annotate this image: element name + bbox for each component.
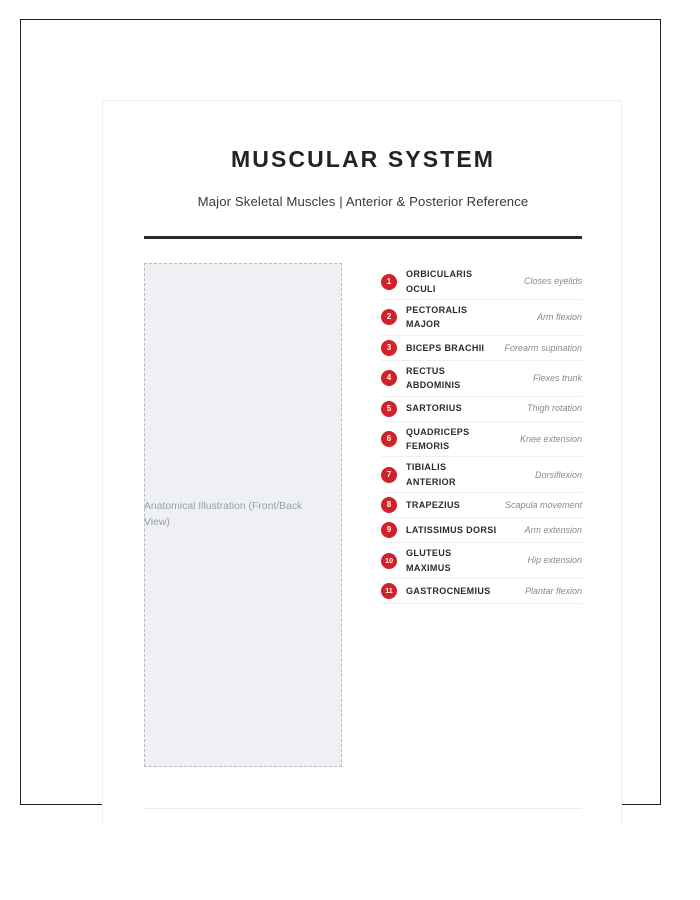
muscle-name-label: SARTORIUS [406, 403, 462, 414]
muscle-name-label: BICEPS BRACHII [406, 342, 485, 353]
muscle-name-label: PECTORALIS MAJOR [406, 305, 468, 330]
legend-item[interactable] [381, 422, 582, 458]
muscle-function-label: Arm flexion [536, 312, 582, 323]
legend-item[interactable] [381, 264, 582, 300]
muscle-legend-list [381, 264, 582, 604]
legend-item[interactable] [381, 493, 582, 518]
muscle-function-label: Flexes trunk [532, 373, 582, 384]
muscle-function-label: Thigh rotation [526, 403, 582, 414]
muscle-function-label: Closes eyelids [523, 276, 582, 287]
muscle-function-label: Knee extension [519, 433, 582, 444]
document-body [144, 263, 582, 767]
muscle-function-label: Plantar flexion [524, 585, 582, 596]
legend-item[interactable] [381, 543, 582, 579]
legend-number-badge: 4 [381, 370, 397, 386]
illustration-placeholder-label: Anatomical Illustration (Front/Back View) [144, 501, 303, 529]
muscle-name-label: TRAPEZIUS [406, 500, 461, 510]
legend-number-badge: 5 [381, 401, 397, 417]
legend-item[interactable] [381, 457, 582, 493]
muscle-function-label: Hip extension [527, 555, 582, 566]
legend-item[interactable] [381, 336, 582, 361]
legend-item[interactable] [381, 579, 582, 604]
page-title: MUSCULAR SYSTEM [230, 146, 496, 172]
legend-item[interactable] [381, 518, 582, 543]
page-frame [20, 19, 661, 805]
muscle-function-label: Dorsiflexion [534, 469, 582, 480]
page-subtitle: Major Skeletal Muscles | Anterior & Posterior Reference [197, 194, 529, 210]
muscle-function-label: Scapula movement [504, 500, 582, 510]
muscle-name-label: ORBICULARIS OCULI [406, 269, 473, 294]
muscle-function-label: Arm extension [524, 525, 582, 535]
legend-number-badge: 11 [381, 583, 397, 599]
anatomical-illustration-placeholder [144, 263, 342, 767]
legend-number-badge: 1 [381, 274, 397, 290]
muscle-name-label: GLUTEUS MAXIMUS [406, 548, 452, 573]
legend-number-badge: 8 [381, 497, 397, 513]
legend-item[interactable] [381, 361, 582, 397]
legend-number-badge: 3 [381, 340, 397, 356]
legend-item[interactable] [381, 300, 582, 336]
legend-number-badge: 9 [381, 522, 397, 538]
muscle-name-label: GASTROCNEMIUS [406, 585, 491, 596]
legend-number-badge: 2 [381, 309, 397, 325]
legend-number-badge: 6 [381, 431, 397, 447]
muscle-name-label: TIBIALIS ANTERIOR [406, 462, 456, 487]
legend-number-badge: 7 [381, 467, 397, 483]
header-divider [144, 236, 582, 239]
document-card [102, 100, 622, 825]
muscle-name-label: LATISSIMUS DORSI [406, 525, 497, 535]
legend-item[interactable] [381, 397, 582, 422]
legend-number-badge: 10 [381, 553, 397, 569]
muscle-function-label: Forearm supination [504, 342, 582, 353]
muscle-name-label: RECTUS ABDOMINIS [406, 365, 461, 391]
document-content [144, 101, 582, 825]
muscle-name-label: QUADRICEPS FEMORIS [406, 426, 470, 452]
footer-divider [144, 808, 582, 809]
